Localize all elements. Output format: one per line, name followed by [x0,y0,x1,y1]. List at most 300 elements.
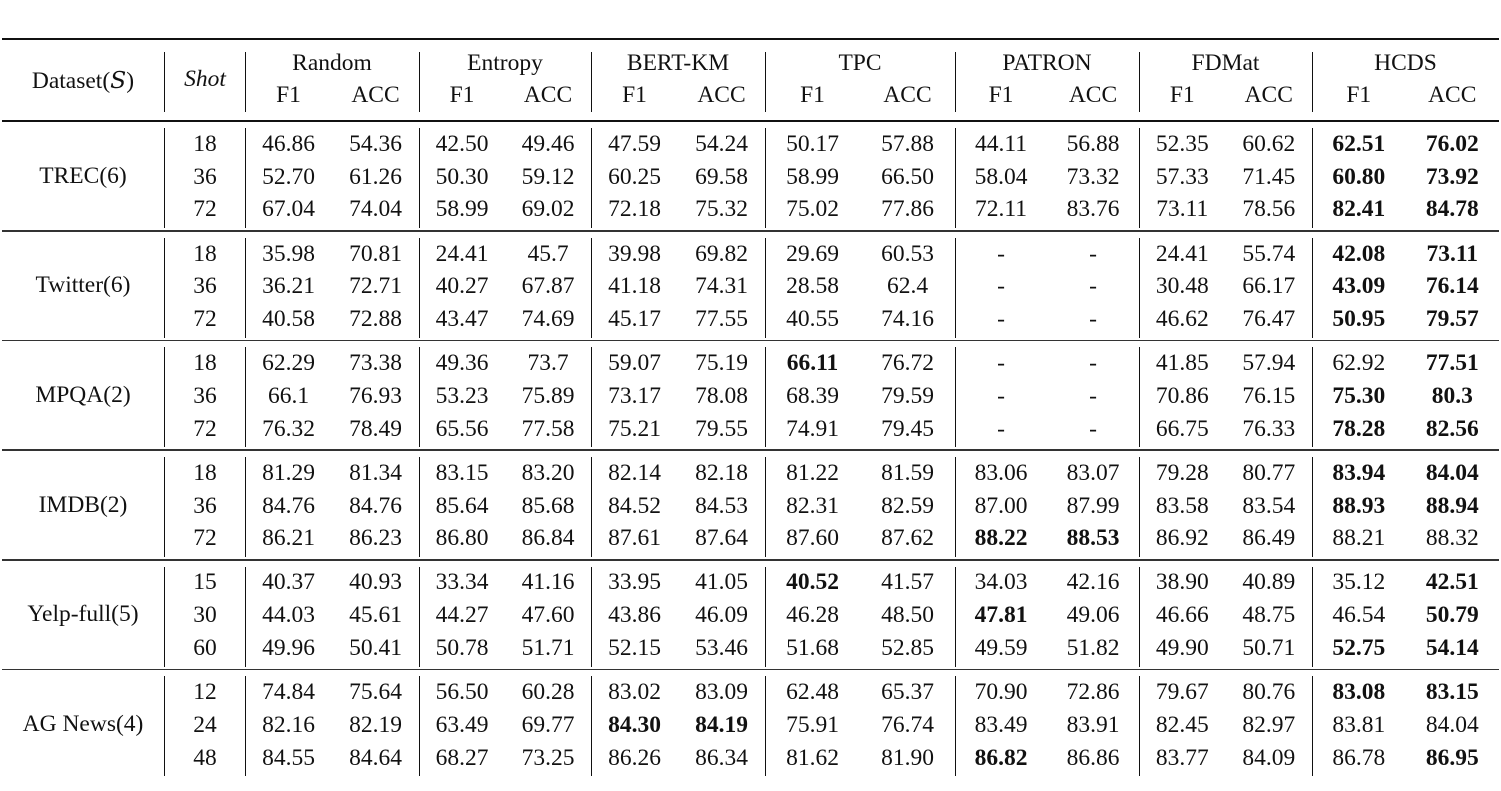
metric-value: 24.41 [435,240,489,267]
metric-value: 88.93 [1332,492,1386,519]
shot-value: 36 [193,163,217,190]
column-divider [765,567,766,667]
metric-value: 86.34 [695,744,748,771]
metric-value: 83.07 [1066,459,1120,486]
metric-value: 83.54 [1242,492,1296,519]
dataset-block [2,670,1499,778]
metric-value: 58.04 [974,163,1028,190]
metric-value: 78.08 [695,382,748,409]
metric-value: 88.32 [1425,525,1479,552]
metric-value: 54.14 [1425,634,1479,661]
method-header: FDMat [1191,50,1260,76]
metric-value: 83.77 [1155,744,1209,771]
metric-value: 52.85 [881,634,934,661]
metric-value: 43.86 [608,602,661,629]
column-divider [765,347,766,447]
metric-value: 68.27 [435,744,489,771]
column-divider [591,676,592,776]
metric-value: 46.66 [1155,602,1209,629]
metric-value: 44.11 [974,130,1027,157]
metric-value: 52.75 [1332,634,1386,661]
metric-value: 49.96 [262,634,315,661]
dataset-block [2,341,1499,449]
metric-value: 53.46 [695,634,748,661]
column-divider [955,567,956,667]
shot-column-header: Shot [184,66,226,92]
metric-value: 45.17 [608,305,661,332]
table-row [2,193,1499,226]
metric-value: 86.49 [1242,525,1296,552]
metric-value: 75.32 [695,196,748,223]
method-header: PATRON [1002,50,1092,76]
metric-header: F1 [449,82,475,108]
metric-value: 35.98 [262,240,315,267]
metric-value: 72.88 [349,305,402,332]
metric-value: 73.38 [349,350,402,377]
table-row [2,599,1499,632]
metric-value: 75.02 [786,196,839,223]
metric-value: 76.15 [1242,382,1296,409]
shot-value: 36 [193,382,217,409]
metric-header: ACC [697,82,746,108]
column-divider [1312,676,1313,776]
metric-value: 81.59 [881,459,934,486]
metric-value: 62.51 [1332,130,1386,157]
metric-value: 46.62 [1155,305,1209,332]
metric-value: 43.47 [435,305,489,332]
dataset-block [2,122,1499,230]
metric-value: - [997,305,1005,332]
metric-value: 80.3 [1431,382,1473,409]
metric-value: 47.59 [608,130,661,157]
metric-value: 41.85 [1155,350,1209,377]
metric-value: 67.04 [262,196,315,223]
metric-value: 75.19 [695,350,748,377]
metric-value: 40.58 [262,305,315,332]
column-divider [955,457,956,557]
metric-value: 69.77 [521,711,575,738]
table-body [2,122,1499,778]
column-divider [1312,457,1313,557]
metric-value: 86.82 [974,744,1028,771]
metric-value: 84.76 [349,492,402,519]
table-row [2,347,1499,380]
metric-value: 84.30 [608,711,661,738]
metric-value: 70.90 [974,679,1028,706]
metric-value: 69.82 [695,240,748,267]
metric-value: 46.09 [695,602,748,629]
metric-value: 82.45 [1155,711,1209,738]
metric-value: 81.34 [349,459,402,486]
metric-value: 74.04 [349,196,402,223]
metric-value: 57.33 [1155,163,1209,190]
metric-value: 38.90 [1155,569,1209,596]
metric-value: 59.07 [608,350,661,377]
metric-value: 76.72 [881,350,934,377]
metric-value: 48.75 [1242,602,1296,629]
metric-value: 88.21 [1332,525,1386,552]
metric-value: 58.99 [435,196,489,223]
metric-value: 63.49 [435,711,489,738]
metric-header: F1 [276,82,301,108]
metric-value: 76.74 [881,711,934,738]
dataset-name: IMDB(2) [38,491,128,518]
column-divider [591,128,592,228]
metric-value: 76.33 [1242,415,1296,442]
column-divider [164,567,165,667]
metric-value: - [997,415,1005,442]
metric-value: 88.53 [1066,525,1120,552]
metric-value: 82.19 [349,711,402,738]
metric-value: 83.81 [1332,711,1386,738]
metric-header: ACC [1428,82,1477,108]
metric-value: 80.77 [1242,459,1296,486]
metric-value: 75.64 [349,679,402,706]
metric-value: 76.93 [349,382,402,409]
column-divider [1139,567,1140,667]
metric-value: 73.7 [527,350,569,377]
dataset-block [2,232,1499,340]
metric-value: 72.71 [349,273,402,300]
metric-header: F1 [1169,82,1195,108]
metric-value: 50.78 [435,634,489,661]
metric-header: F1 [622,82,647,108]
metric-value: 62.4 [886,273,929,300]
metric-value: 51.82 [1066,634,1120,661]
metric-value: 79.28 [1155,459,1209,486]
metric-value: 69.02 [521,196,575,223]
column-divider [765,128,766,228]
column-divider [419,347,420,447]
metric-value: 52.70 [262,163,315,190]
metric-value: 41.16 [521,569,575,596]
shot-value: 36 [193,273,217,300]
metric-value: 87.60 [786,525,839,552]
table-row [2,742,1499,775]
metric-value: 88.94 [1425,492,1479,519]
metric-value: 83.58 [1155,492,1209,519]
metric-value: 77.86 [881,196,934,223]
column-divider [591,52,592,112]
metric-value: 40.55 [786,305,839,332]
metric-value: 57.88 [881,130,934,157]
metric-value: 83.02 [608,679,661,706]
column-divider [419,52,420,112]
column-divider [955,128,956,228]
metric-value: 50.79 [1425,602,1479,629]
metric-value: 80.76 [1242,679,1296,706]
metric-value: 45.7 [527,240,569,267]
metric-value: 74.31 [695,273,748,300]
column-divider [245,567,246,667]
shot-value: 24 [193,711,217,738]
metric-value: 81.29 [262,459,315,486]
table-row [2,238,1499,271]
column-divider [955,52,956,112]
metric-value: 84.76 [262,492,315,519]
column-divider [591,347,592,447]
metric-value: 46.28 [786,602,839,629]
metric-value: 50.71 [1242,634,1296,661]
shot-value: 72 [193,415,217,442]
column-divider [164,347,165,447]
metric-value: 43.09 [1332,273,1386,300]
metric-value: 34.03 [974,569,1028,596]
metric-value: 82.41 [1332,196,1386,223]
metric-value: 49.59 [974,634,1028,661]
column-divider [164,457,165,557]
shot-value: 30 [193,602,217,629]
metric-value: 82.16 [262,711,315,738]
metric-value: 86.95 [1425,744,1479,771]
column-divider [245,238,246,338]
metric-value: 47.60 [521,602,575,629]
column-divider [591,457,592,557]
results-table [2,38,1499,778]
metric-value: 60.80 [1332,163,1386,190]
shot-value: 72 [193,525,217,552]
metric-value: 40.52 [786,569,839,596]
metric-value: 78.28 [1332,415,1386,442]
metric-value: 86.80 [435,525,489,552]
dataset-block [2,561,1499,669]
metric-header: ACC [523,82,573,108]
dataset-column-header: Dataset(S) [31,66,135,94]
metric-value: 58.99 [786,163,839,190]
metric-value: 29.69 [786,240,839,267]
metric-value: 83.09 [695,679,748,706]
column-divider [419,567,420,667]
metric-value: 83.91 [1066,711,1120,738]
column-divider [765,457,766,557]
metric-value: 60.53 [881,240,934,267]
metric-value: 41.18 [608,273,661,300]
metric-value: 76.47 [1242,305,1296,332]
shot-value: 18 [193,240,217,267]
metric-value: 74.69 [521,305,575,332]
metric-value: 39.98 [608,240,661,267]
metric-value: 86.23 [349,525,402,552]
metric-value: 73.17 [608,382,661,409]
metric-header: F1 [1346,82,1372,108]
metric-value: 83.49 [974,711,1028,738]
metric-value: 82.56 [1425,415,1479,442]
metric-value: 85.68 [521,492,575,519]
metric-value: 70.81 [349,240,402,267]
metric-value: 50.41 [349,634,402,661]
metric-value: 81.90 [881,744,934,771]
metric-value: 75.89 [521,382,575,409]
method-header: HCDS [1374,50,1437,76]
metric-value: 50.17 [786,130,839,157]
metric-value: 66.1 [267,382,310,409]
column-divider [1312,128,1313,228]
metric-value: 40.27 [435,273,489,300]
metric-value: 87.00 [974,492,1028,519]
shot-value: 72 [193,196,217,223]
metric-value: 61.26 [349,163,402,190]
metric-value: 74.91 [786,415,839,442]
metric-value: 78.49 [349,415,402,442]
metric-value: 51.68 [786,634,839,661]
metric-value: 82.14 [608,459,661,486]
metric-value: 75.30 [1332,382,1386,409]
metric-value: - [997,350,1005,377]
metric-value: 84.55 [262,744,315,771]
column-divider [955,347,956,447]
column-divider [245,676,246,776]
metric-value: 68.39 [786,382,839,409]
metric-value: 77.51 [1425,350,1479,377]
metric-value: 44.27 [435,602,489,629]
metric-value: 66.50 [881,163,934,190]
metric-value: 33.34 [435,569,489,596]
metric-value: 76.14 [1425,273,1479,300]
metric-value: 87.99 [1066,492,1120,519]
metric-value: 65.37 [881,679,934,706]
metric-value: 46.86 [262,130,315,157]
metric-value: 28.58 [786,273,839,300]
metric-value: 73.92 [1425,163,1479,190]
metric-value: 70.86 [1155,382,1209,409]
column-divider [419,676,420,776]
metric-value: 35.12 [1332,569,1386,596]
column-divider [765,238,766,338]
table-row [2,522,1499,555]
metric-value: 84.52 [608,492,661,519]
dataset-name: TREC(6) [39,162,127,189]
metric-value: 87.62 [881,525,934,552]
metric-value: 86.86 [1066,744,1120,771]
metric-value: 81.62 [786,744,839,771]
metric-header: ACC [1244,82,1293,108]
metric-value: - [997,240,1005,267]
metric-value: 52.35 [1155,130,1209,157]
metric-value: 84.78 [1425,196,1479,223]
metric-value: 42.16 [1066,569,1120,596]
metric-value: 40.89 [1242,569,1296,596]
metric-header: F1 [800,82,825,108]
metric-value: 79.57 [1425,305,1479,332]
shot-value: 12 [193,679,217,706]
metric-value: 84.04 [1425,711,1479,738]
metric-value: 76.32 [262,415,315,442]
column-divider [164,52,165,112]
metric-value: 75.91 [786,711,839,738]
metric-value: 53.23 [435,382,489,409]
column-divider [955,238,956,338]
column-divider [955,676,956,776]
table-row [2,270,1499,303]
shot-value: 18 [193,130,217,157]
method-header: BERT-KM [626,50,730,76]
metric-value: 40.93 [349,569,402,596]
metric-value: 83.15 [435,459,489,486]
metric-value: 62.48 [786,679,839,706]
table-row [2,303,1499,336]
table-row [2,413,1499,446]
metric-value: 57.94 [1242,350,1296,377]
column-divider [164,128,165,228]
shot-value: 15 [193,569,217,596]
metric-header: ACC [1068,82,1118,108]
metric-header: ACC [883,82,932,108]
metric-value: 86.84 [521,525,575,552]
metric-value: 84.19 [695,711,748,738]
metric-value: 84.53 [695,492,748,519]
metric-value: 30.48 [1155,273,1209,300]
metric-value: 40.37 [262,569,315,596]
dataset-name: MPQA(2) [35,381,131,408]
shot-value: 36 [193,492,217,519]
dataset-block [2,451,1499,559]
metric-value: 50.30 [435,163,489,190]
metric-value: 59.12 [521,163,575,190]
column-divider [419,128,420,228]
shot-value: 60 [193,634,217,661]
shot-value: 72 [193,305,217,332]
metric-value: 36.21 [262,273,315,300]
metric-value: 87.64 [695,525,748,552]
metric-value: - [1089,240,1097,267]
metric-value: 74.84 [262,679,315,706]
column-divider [765,52,766,112]
metric-value: 73.25 [521,744,575,771]
metric-value: 77.55 [695,305,748,332]
metric-value: 77.58 [521,415,575,442]
column-divider [1312,347,1313,447]
metric-value: 83.15 [1425,679,1479,706]
metric-value: 52.15 [608,634,661,661]
column-divider [245,347,246,447]
metric-value: 72.18 [608,196,661,223]
metric-value: 54.24 [695,130,748,157]
table-row [2,490,1499,523]
column-divider [245,128,246,228]
metric-value: 82.59 [881,492,934,519]
column-divider [164,676,165,776]
metric-value: 79.55 [695,415,748,442]
metric-value: 84.64 [349,744,402,771]
metric-value: - [1089,273,1097,300]
metric-value: 79.67 [1155,679,1209,706]
metric-value: - [1089,350,1097,377]
metric-value: 75.21 [608,415,661,442]
dataset-name: AG News(4) [22,710,144,737]
metric-value: 33.95 [608,569,661,596]
shot-value: 18 [193,350,217,377]
metric-value: - [1089,382,1097,409]
metric-value: 81.22 [786,459,839,486]
metric-value: 55.74 [1242,240,1296,267]
metric-value: 79.45 [881,415,934,442]
metric-value: 66.11 [786,350,839,377]
table-row [2,457,1499,490]
column-divider [419,238,420,338]
metric-value: 49.46 [521,130,575,157]
metric-value: 83.76 [1066,196,1120,223]
metric-value: 49.06 [1066,602,1120,629]
metric-value: 83.06 [974,459,1028,486]
metric-value: 24.41 [1155,240,1209,267]
metric-header: F1 [988,82,1014,108]
metric-value: 82.18 [695,459,748,486]
metric-value: 51.71 [521,634,575,661]
table-row [2,676,1499,709]
metric-value: 67.87 [521,273,575,300]
metric-value: 84.09 [1242,744,1296,771]
metric-value: 44.03 [262,602,315,629]
